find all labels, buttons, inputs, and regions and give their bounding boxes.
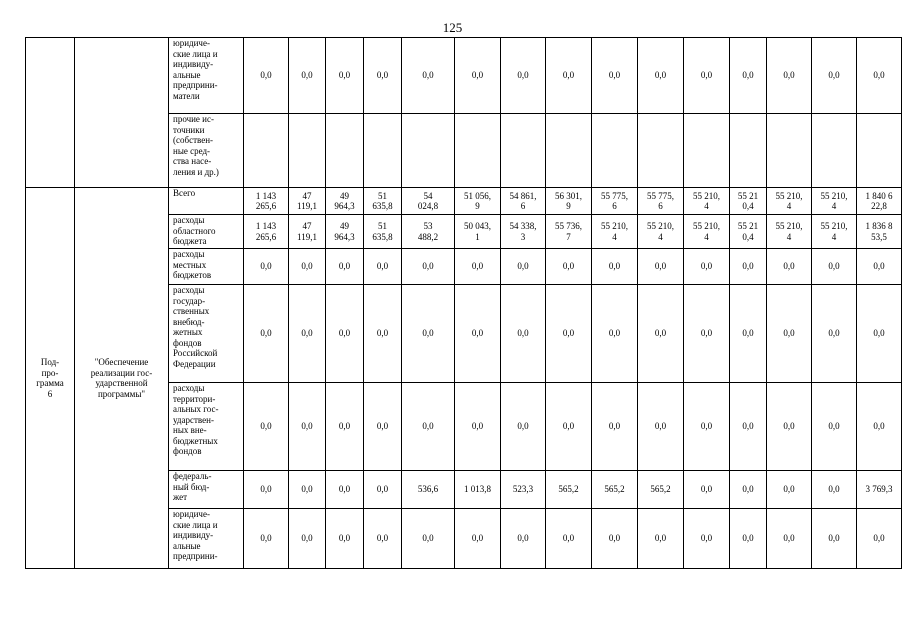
value-cell [812, 383, 857, 471]
value-cell-text: 55 775, 6 [601, 190, 628, 211]
value-cell-text: 0,0 [517, 261, 529, 272]
value-cell-text: 55 210, 4 [601, 221, 628, 242]
value-cell [684, 38, 730, 114]
funding-source-cell [169, 509, 244, 569]
value-cell-text: 523,3 [512, 484, 534, 495]
funding-source-cell [169, 249, 244, 285]
value-cell-text: 49 964,3 [334, 221, 355, 242]
value-cell [684, 285, 730, 383]
value-cell-text: 0,0 [700, 533, 713, 544]
value-cell-text: 55 210, 4 [820, 190, 848, 211]
value-cell [638, 285, 684, 383]
value-cell-text: 49 964,3 [334, 190, 355, 211]
value-cell-text: 0,0 [742, 70, 754, 81]
value-cell [402, 509, 455, 569]
value-cell-text: 47 119,1 [297, 221, 317, 242]
value-cell [857, 215, 902, 249]
value-cell-text: 565,2 [558, 484, 579, 495]
value-cell [455, 249, 501, 285]
value-cell-text: 0,0 [783, 533, 795, 544]
value-cell [364, 188, 402, 215]
value-cell-text: 0,0 [260, 70, 272, 81]
value-cell-text: 55 736, 7 [555, 221, 582, 242]
value-cell-text: 1 836 8 53,5 [865, 221, 893, 242]
value-cell-text: 0,0 [608, 261, 621, 272]
value-cell-text: 0,0 [517, 421, 529, 432]
subprogram-name-cell [75, 188, 169, 569]
value-cell [501, 509, 546, 569]
value-cell-text: 0,0 [742, 261, 754, 272]
funding-source-cell-text: юридиче- ские лица и индивиду- альные предприни- [173, 509, 218, 561]
value-cell-text: 0,0 [422, 70, 434, 81]
funding-source-cell [169, 215, 244, 249]
value-cell-text: 54 024,8 [417, 190, 439, 211]
value-cell-text: 55 21 0,4 [737, 221, 759, 242]
value-cell [244, 383, 289, 471]
value-cell [730, 114, 767, 188]
value-cell-text: 53 488,2 [417, 221, 439, 242]
value-cell-text: 51 056, 9 [464, 190, 491, 211]
value-cell-text: 1 143 265,6 [255, 221, 277, 242]
value-cell-text: 0,0 [783, 70, 795, 81]
value-cell-text: 0,0 [517, 533, 529, 544]
value-cell-text: 0,0 [338, 328, 351, 339]
funding-source-cell [169, 188, 244, 215]
value-cell-text: 0,0 [700, 328, 713, 339]
value-cell [364, 114, 402, 188]
value-cell [767, 188, 812, 215]
value-cell [402, 38, 455, 114]
value-cell-text: 0,0 [828, 328, 840, 339]
value-cell [455, 285, 501, 383]
value-cell-text: 0,0 [422, 421, 434, 432]
value-cell [501, 215, 546, 249]
value-cell [592, 509, 638, 569]
value-cell-text: 0,0 [562, 533, 575, 544]
value-cell [730, 285, 767, 383]
value-cell [730, 509, 767, 569]
value-cell-text: 0,0 [742, 328, 754, 339]
value-cell-text: 0,0 [562, 261, 575, 272]
value-cell [684, 509, 730, 569]
value-cell-text: 0,0 [260, 421, 272, 432]
value-cell-text: 51 635,8 [372, 221, 393, 242]
value-cell [812, 285, 857, 383]
value-cell-text: 55 775, 6 [647, 190, 674, 211]
value-cell-text: 0,0 [700, 261, 713, 272]
value-cell-text: 0,0 [828, 70, 840, 81]
value-cell-text: 0,0 [376, 328, 389, 339]
value-cell [857, 249, 902, 285]
value-cell-text: 0,0 [338, 261, 351, 272]
value-cell [326, 471, 364, 509]
value-cell [289, 188, 326, 215]
value-cell [857, 38, 902, 114]
value-cell-text: 0,0 [376, 70, 389, 81]
value-cell-text: 0,0 [873, 261, 885, 272]
value-cell-text: 0,0 [301, 533, 313, 544]
value-cell [638, 383, 684, 471]
value-cell-text: 0,0 [654, 421, 667, 432]
value-cell [289, 471, 326, 509]
value-cell-text: 0,0 [742, 533, 754, 544]
value-cell-text: 0,0 [828, 421, 840, 432]
value-cell [730, 188, 767, 215]
funding-source-cell [169, 383, 244, 471]
value-cell [767, 471, 812, 509]
value-cell-text: 565,2 [650, 484, 671, 495]
value-cell-text: 0,0 [783, 421, 795, 432]
value-cell-text: 50 043, 1 [464, 221, 491, 242]
subprogram-name-cell-text: "Обеспечение реализации гос- ударственной программы" [90, 357, 153, 399]
value-cell [244, 114, 289, 188]
value-cell-text: 0,0 [828, 484, 840, 495]
value-cell [546, 188, 592, 215]
value-cell-text: 0,0 [562, 70, 575, 81]
value-cell-text: 0,0 [471, 261, 484, 272]
value-cell-text: 0,0 [700, 484, 713, 495]
value-cell-text: 0,0 [301, 261, 313, 272]
value-cell [767, 215, 812, 249]
value-cell-text: 0,0 [422, 261, 434, 272]
value-cell-text: 0,0 [376, 261, 389, 272]
empty-name-cell [75, 38, 169, 188]
value-cell [289, 285, 326, 383]
value-cell-text: 0,0 [301, 328, 313, 339]
value-cell [638, 188, 684, 215]
value-cell [592, 471, 638, 509]
value-cell-text: 0,0 [338, 484, 351, 495]
value-cell-text: 0,0 [260, 328, 272, 339]
value-cell-text: 0,0 [562, 421, 575, 432]
value-cell [289, 509, 326, 569]
value-cell-text: 0,0 [873, 70, 885, 81]
value-cell-text: 0,0 [700, 421, 713, 432]
value-cell [455, 188, 501, 215]
value-cell-text: 565,2 [604, 484, 625, 495]
value-cell-text: 47 119,1 [297, 190, 317, 211]
value-cell-text: 1 840 6 22,8 [865, 190, 893, 211]
value-cell-text: 0,0 [873, 421, 885, 432]
value-cell [326, 383, 364, 471]
value-cell-text: 0,0 [654, 328, 667, 339]
value-cell [812, 215, 857, 249]
table-body [26, 38, 902, 569]
value-cell [730, 215, 767, 249]
value-cell [326, 215, 364, 249]
value-cell-text: 0,0 [338, 533, 351, 544]
value-cell-text: 0,0 [376, 484, 389, 495]
value-cell [592, 249, 638, 285]
value-cell-text: 55 210, 4 [693, 190, 720, 211]
value-cell-text: 54 861, 6 [509, 190, 537, 211]
value-cell [592, 285, 638, 383]
value-cell-text: 0,0 [608, 533, 621, 544]
funding-source-cell-text: расходы территори- альных гос- ударствен- ных вне- бюджетных фондов [173, 383, 219, 456]
value-cell [546, 38, 592, 114]
value-cell [767, 249, 812, 285]
funding-source-cell [169, 471, 244, 509]
value-cell-text: 0,0 [654, 261, 667, 272]
value-cell [730, 38, 767, 114]
value-cell [289, 249, 326, 285]
value-cell-text: 0,0 [742, 484, 754, 495]
value-cell [501, 249, 546, 285]
value-cell [546, 114, 592, 188]
budget-table [25, 37, 902, 569]
value-cell [402, 471, 455, 509]
value-cell-text: 0,0 [742, 421, 754, 432]
value-cell-text: 0,0 [828, 533, 840, 544]
value-cell [812, 249, 857, 285]
subprogram-code-cell [26, 188, 75, 569]
value-cell [767, 383, 812, 471]
value-cell-text: 0,0 [471, 70, 484, 81]
table-row [26, 188, 902, 215]
funding-source-cell [169, 38, 244, 114]
value-cell [730, 471, 767, 509]
value-cell [592, 188, 638, 215]
value-cell-text: 0,0 [654, 533, 667, 544]
value-cell [730, 383, 767, 471]
value-cell-text: 0,0 [828, 261, 840, 272]
value-cell [684, 188, 730, 215]
funding-source-cell-text: юридиче- ские лица и индивиду- альные предприни- матели [173, 38, 218, 101]
value-cell [501, 188, 546, 215]
value-cell [244, 188, 289, 215]
value-cell [402, 188, 455, 215]
value-cell [812, 188, 857, 215]
value-cell [812, 38, 857, 114]
value-cell [638, 249, 684, 285]
value-cell [857, 383, 902, 471]
value-cell-text: 0,0 [422, 328, 434, 339]
value-cell [364, 383, 402, 471]
value-cell-text: 0,0 [376, 421, 389, 432]
value-cell [364, 38, 402, 114]
value-cell-text: 1 013,8 [464, 484, 491, 495]
value-cell [244, 249, 289, 285]
value-cell [289, 38, 326, 114]
value-cell [289, 383, 326, 471]
value-cell [812, 471, 857, 509]
value-cell [402, 249, 455, 285]
value-cell [684, 383, 730, 471]
value-cell [546, 285, 592, 383]
value-cell [501, 285, 546, 383]
value-cell-text: 0,0 [783, 328, 795, 339]
value-cell-text: 3 769,3 [865, 484, 893, 495]
value-cell-text: 0,0 [471, 421, 484, 432]
value-cell-text: 0,0 [517, 328, 529, 339]
value-cell-text: 0,0 [301, 484, 313, 495]
value-cell [812, 509, 857, 569]
value-cell [326, 509, 364, 569]
value-cell [402, 114, 455, 188]
value-cell [364, 215, 402, 249]
value-cell [501, 114, 546, 188]
value-cell [767, 509, 812, 569]
value-cell [546, 383, 592, 471]
value-cell-text: 0,0 [260, 533, 272, 544]
value-cell [730, 249, 767, 285]
table-row [26, 38, 902, 114]
value-cell-text: 51 635,8 [372, 190, 393, 211]
value-cell [455, 38, 501, 114]
value-cell [455, 471, 501, 509]
value-cell [592, 215, 638, 249]
value-cell [244, 215, 289, 249]
value-cell [326, 188, 364, 215]
funding-source-cell-text: федераль- ный бюд- жет [173, 471, 212, 502]
value-cell [455, 509, 501, 569]
value-cell [364, 285, 402, 383]
value-cell [364, 471, 402, 509]
value-cell [857, 471, 902, 509]
funding-source-cell-text: расходы местных бюджетов [173, 249, 212, 280]
value-cell [767, 114, 812, 188]
value-cell-text: 536,6 [417, 484, 439, 495]
value-cell [402, 383, 455, 471]
value-cell [455, 383, 501, 471]
value-cell [289, 114, 326, 188]
empty-code-cell [26, 38, 75, 188]
value-cell-text: 0,0 [783, 261, 795, 272]
value-cell-text: 1 143 265,6 [255, 190, 277, 211]
value-cell [684, 114, 730, 188]
value-cell-text: 0,0 [471, 533, 484, 544]
value-cell-text: 0,0 [376, 533, 389, 544]
value-cell-text: 0,0 [608, 328, 621, 339]
value-cell [638, 471, 684, 509]
value-cell-text: 0,0 [783, 484, 795, 495]
value-cell-text: 55 21 0,4 [737, 190, 759, 211]
funding-source-cell-text: прочие ис- точники (собствен- ные сред- ства насе- ления и др.) [173, 114, 219, 177]
value-cell [684, 215, 730, 249]
value-cell [592, 383, 638, 471]
value-cell [364, 509, 402, 569]
funding-source-cell [169, 285, 244, 383]
value-cell-text: 0,0 [260, 261, 272, 272]
value-cell [857, 114, 902, 188]
value-cell [812, 114, 857, 188]
value-cell [638, 509, 684, 569]
value-cell [857, 509, 902, 569]
value-cell [592, 38, 638, 114]
value-cell [501, 471, 546, 509]
value-cell [455, 215, 501, 249]
value-cell-text: 0,0 [301, 70, 313, 81]
value-cell-text: 0,0 [301, 421, 313, 432]
value-cell [501, 38, 546, 114]
value-cell [684, 471, 730, 509]
value-cell [326, 249, 364, 285]
value-cell-text: 55 210, 4 [775, 190, 803, 211]
value-cell [638, 114, 684, 188]
value-cell-text: 0,0 [517, 70, 529, 81]
value-cell-text: 0,0 [562, 328, 575, 339]
value-cell-text: 55 210, 4 [647, 221, 674, 242]
value-cell-text: 55 210, 4 [775, 221, 803, 242]
value-cell [402, 285, 455, 383]
funding-source-cell-text: расходы областного бюджета [173, 215, 216, 246]
value-cell [326, 38, 364, 114]
value-cell-text: 0,0 [338, 70, 351, 81]
value-cell-text: 0,0 [654, 70, 667, 81]
value-cell [684, 249, 730, 285]
value-cell [289, 215, 326, 249]
value-cell [501, 383, 546, 471]
value-cell [638, 38, 684, 114]
value-cell-text: 0,0 [700, 70, 713, 81]
value-cell [244, 38, 289, 114]
funding-source-cell-text: расходы государ- ственных внебюд- жетных фондов Российской Федерации [173, 285, 218, 369]
value-cell [455, 114, 501, 188]
value-cell [326, 114, 364, 188]
funding-source-cell [169, 114, 244, 188]
subprogram-code-cell-text: Под- про- грамма 6 [36, 357, 64, 399]
value-cell [326, 285, 364, 383]
value-cell [546, 471, 592, 509]
value-cell [857, 188, 902, 215]
value-cell [364, 249, 402, 285]
value-cell [767, 285, 812, 383]
page-number: 125 [442, 20, 463, 35]
value-cell-text: 55 210, 4 [693, 221, 720, 242]
value-cell [244, 285, 289, 383]
value-cell-text: 56 301, 9 [555, 190, 582, 211]
value-cell-text: 0,0 [422, 533, 434, 544]
value-cell-text: 0,0 [608, 421, 621, 432]
value-cell [592, 114, 638, 188]
value-cell [546, 509, 592, 569]
value-cell-text: 54 338, 3 [509, 221, 537, 242]
value-cell [767, 38, 812, 114]
value-cell [244, 509, 289, 569]
value-cell-text: 0,0 [873, 328, 885, 339]
value-cell-text: 0,0 [260, 484, 272, 495]
value-cell-text: 0,0 [608, 70, 621, 81]
funding-source-cell-text: Всего [173, 188, 196, 198]
value-cell [857, 285, 902, 383]
value-cell [402, 215, 455, 249]
value-cell [244, 471, 289, 509]
value-cell [546, 215, 592, 249]
value-cell [546, 249, 592, 285]
value-cell-text: 55 210, 4 [820, 221, 848, 242]
value-cell-text: 0,0 [338, 421, 351, 432]
value-cell [638, 215, 684, 249]
value-cell-text: 0,0 [873, 533, 885, 544]
value-cell-text: 0,0 [471, 328, 484, 339]
